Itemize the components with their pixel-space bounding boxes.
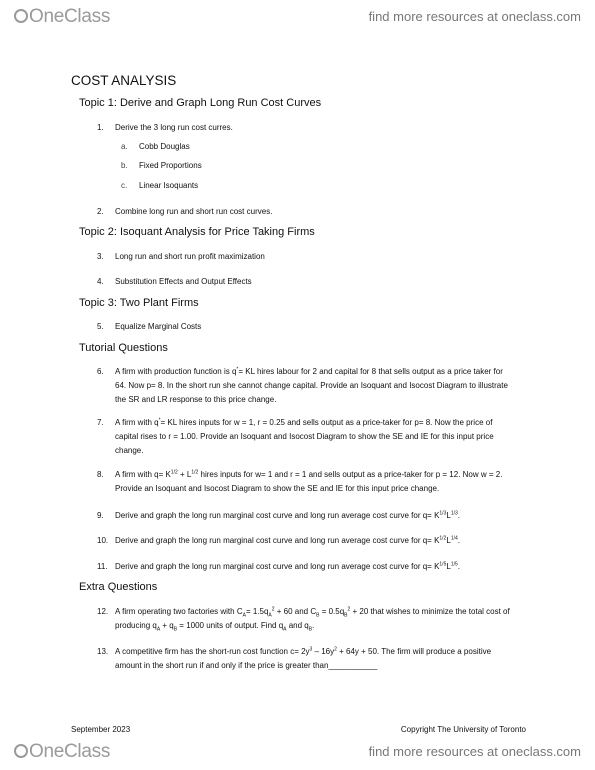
sub-item-b: b. Fixed Proportions <box>121 161 202 170</box>
tutorial-heading: Tutorial Questions <box>79 342 168 354</box>
list-item-10: 10. Derive and graph the long run marginal cost curve and long run average cost curve for $q= K^{1/2}L^{1/4}$. <box>97 535 460 545</box>
list-item-6: 6. A firm with production function is q*= KL hires labour for 2 and capital for 8 that sells output as a price taker for 64. Now p= 8. In the short run she cannot change capital. Provide an Isoquant and Isocost Diagram to illustrate the SR and LR response to this price change. <box>97 366 508 405</box>
sub-item-a: a. Cobb Douglas <box>121 142 190 151</box>
list-item-3: 3. Long run and short run profit maximization <box>97 252 265 261</box>
extra-heading: Extra Questions <box>79 581 158 593</box>
list-item-13: 13. A competitive firm has the short-run cost function $c= 2y^3 - 16y^2 + 64y + 50$. The firm will produce a positive amount in the short run if and only if the price is greater than___________ <box>97 646 492 671</box>
logo-ring-icon <box>14 744 28 758</box>
document-title: COST ANALYSIS <box>71 73 177 88</box>
logo-text: OneClass <box>29 6 111 27</box>
list-item-1: 1. Derive the 3 long run cost curres. <box>97 123 233 132</box>
logo-ring-icon <box>14 9 28 23</box>
topic-2-heading: Topic 2: Isoquant Analysis for Price Taking Firms <box>79 226 315 238</box>
sub-item-c: c. Linear Isoquants <box>121 181 199 190</box>
topic-1-heading: Topic 1: Derive and Graph Long Run Cost Curves <box>79 97 322 109</box>
list-item-5: 5. Equalize Marginal Costs <box>97 322 202 331</box>
logo-text: OneClass <box>29 741 111 762</box>
footer-copyright: Copyright The University of Toronto <box>400 725 526 734</box>
footer-date: September 2023 <box>71 725 131 734</box>
find-more-link-footer[interactable]: find more resources at oneclass.com <box>368 744 581 759</box>
list-item-7: 7. A firm with q*= KL hires inputs for w = 1, r = 0.25 and sells output as a price-taker for p= 8. Now the price of capital rises to r = 1.00. Provide an Isoquant and Isocost Diagram to show the SE and IE for this input price change. <box>97 417 494 456</box>
list-item-9: 9. Derive and graph the long run marginal cost curve and long run average cost curve for $q= K^{1/3}L^{1/3}$. <box>97 510 460 520</box>
list-item-12: 12. A firm operating two factories with $C_A= 1.5q_A^2 + 60$ and $C_B = 0.5q_B^2 + 20$ that wishes to minimize the total cost of producing $q_A + q_B = 1000$ units of output. Find $q_A$ and $q_B$. <box>97 606 510 633</box>
oneclass-logo-footer[interactable] <box>14 741 110 763</box>
find-more-link[interactable]: find more resources at oneclass.com <box>368 9 581 24</box>
list-item-8: 8. A firm with $q= K^{1/2} + L^{1/2}$ hires inputs for w= 1 and r = 1 and sells output as a price-taker for p = 12. Now w = 2. Provide an Isoquant and Isocost Diagram to show the SE and IE for this input price change. <box>97 469 503 494</box>
list-item-4: 4. Substitution Effects and Output Effects <box>97 277 252 286</box>
topic-3-heading: Topic 3: Two Plant Firms <box>79 297 199 309</box>
oneclass-logo[interactable] <box>14 6 110 28</box>
list-item-11: 11. Derive and graph the long run marginal cost curve and long run average cost curve for $q= K^{1/5}L^{1/5}$. <box>97 561 460 571</box>
list-item-2: 2. Combine long run and short run cost curves. <box>97 207 273 216</box>
